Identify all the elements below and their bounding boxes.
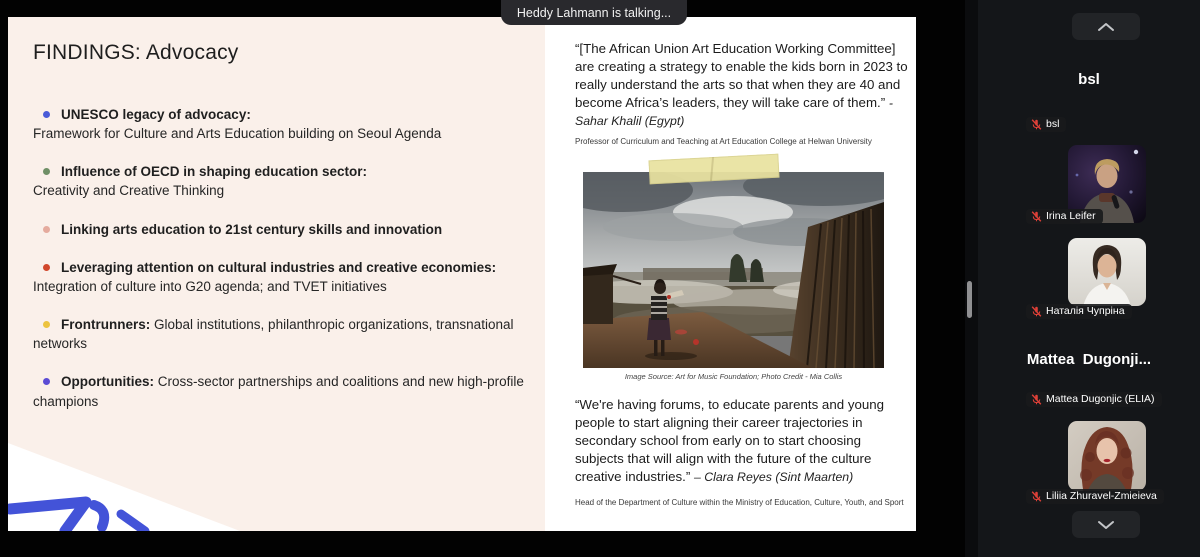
participant-label-text: Наталія Чупріна xyxy=(1046,305,1125,317)
participant-video-tile[interactable] xyxy=(1068,238,1146,306)
blue-brush-doodle xyxy=(8,436,248,531)
speaker-tooltip-text: Heddy Lahmann is talking... xyxy=(516,5,672,20)
mic-muted-icon xyxy=(1031,306,1042,317)
slide-bullet: Opportunities: Cross-sector partnerships and coalitions and new high-profile champions xyxy=(33,374,524,409)
slide-right-column xyxy=(545,17,916,531)
quote-text: “[The African Union Art Education Working Committee] are creating a strategy to enable the kids born in 2023 to really understand the arts so that when they are 40 and become Africa’s leaders, they will take care of them.” xyxy=(575,41,908,110)
bullet-dot-icon xyxy=(43,168,50,175)
participant-label xyxy=(1026,489,1164,504)
participant-label xyxy=(1026,117,1066,132)
landfill-trumpet-photo xyxy=(583,172,884,368)
participant-label-text: Liliia Zhuravel-Zmieieva xyxy=(1046,490,1157,502)
slide-photo xyxy=(583,172,884,368)
natalia-avatar xyxy=(1068,238,1146,306)
bullet-dot-icon xyxy=(43,264,50,271)
slide-bullet: Frontrunners: Global institutions, philanthropic organizations, transnational networks xyxy=(33,317,514,352)
participants-panel xyxy=(978,0,1200,557)
participant-video-tile[interactable] xyxy=(1068,421,1146,491)
participant-label-text: Irina Leifer xyxy=(1046,210,1096,222)
mic-muted-icon xyxy=(1031,394,1042,405)
slide-bullet: Leveraging attention on cultural industries and creative economies: Integration of culture into G20 agenda; and TVET initiatives xyxy=(33,259,497,294)
chevron-up-icon xyxy=(1097,22,1115,32)
slide-left-column xyxy=(8,17,545,531)
photo-caption: Image Source: Art for Music Foundation; Photo Credit - Mia Collis xyxy=(624,372,843,381)
quote-text: “We're having forums, to educate parents and young people to start aligning their career trajectories in secondary school from early on to start choosing subjects that will align with the future of the culture creative industries.” xyxy=(575,397,885,484)
slide-title: FINDINGS: Advocacy xyxy=(33,41,239,64)
mic-muted-icon xyxy=(1031,491,1042,502)
participant-name-tile[interactable]: Mattea Dugonji... xyxy=(1026,351,1152,368)
speaker-tooltip xyxy=(501,0,687,25)
participant-label xyxy=(1026,209,1103,224)
participant-name-tile[interactable]: bsl xyxy=(1078,71,1100,88)
panel-scrollbar xyxy=(965,0,978,557)
scroll-up-button[interactable] xyxy=(1072,13,1140,40)
slide-bullet: Linking arts education to 21st century skills and innovation xyxy=(33,220,535,239)
slide-bullet-list xyxy=(33,105,535,411)
chevron-down-icon xyxy=(1097,520,1115,530)
participant-label-text: Mattea Dugonjic (ELIA) xyxy=(1046,393,1155,405)
quote-forums xyxy=(575,396,913,486)
presentation-slide xyxy=(8,17,916,531)
bullet-dot-icon xyxy=(43,226,50,233)
quote-attribution: – Clara Reyes (Sint Maarten) xyxy=(694,470,854,484)
participant-label xyxy=(1026,304,1132,319)
slide-bullet: UNESCO legacy of advocacy: Framework for Culture and Arts Education building on Seoul Agenda xyxy=(33,107,442,142)
quote-role: Professor of Curriculum and Teaching at Art Education College at Helwan University xyxy=(575,137,872,146)
mic-muted-icon xyxy=(1031,119,1042,130)
scroll-down-button[interactable] xyxy=(1072,511,1140,538)
participant-label-text: bsl xyxy=(1046,118,1060,130)
slide-bullet: Influence of OECD in shaping education sector: Creativity and Creative Thinking xyxy=(33,164,368,199)
bullet-dot-icon xyxy=(43,111,50,118)
quote-african-union xyxy=(575,40,909,130)
scrollbar-thumb[interactable] xyxy=(967,281,972,318)
quote-role: Head of the Department of Culture within the Ministry of Education, Culture, Youth, and Sport xyxy=(575,498,904,507)
liliia-avatar xyxy=(1068,421,1146,491)
bullet-dot-icon xyxy=(43,378,50,385)
bullet-dot-icon xyxy=(43,321,50,328)
quote-attribution: - Sahar Khalil (Egypt) xyxy=(575,96,893,128)
mic-muted-icon xyxy=(1031,211,1042,222)
participant-label xyxy=(1026,392,1162,407)
